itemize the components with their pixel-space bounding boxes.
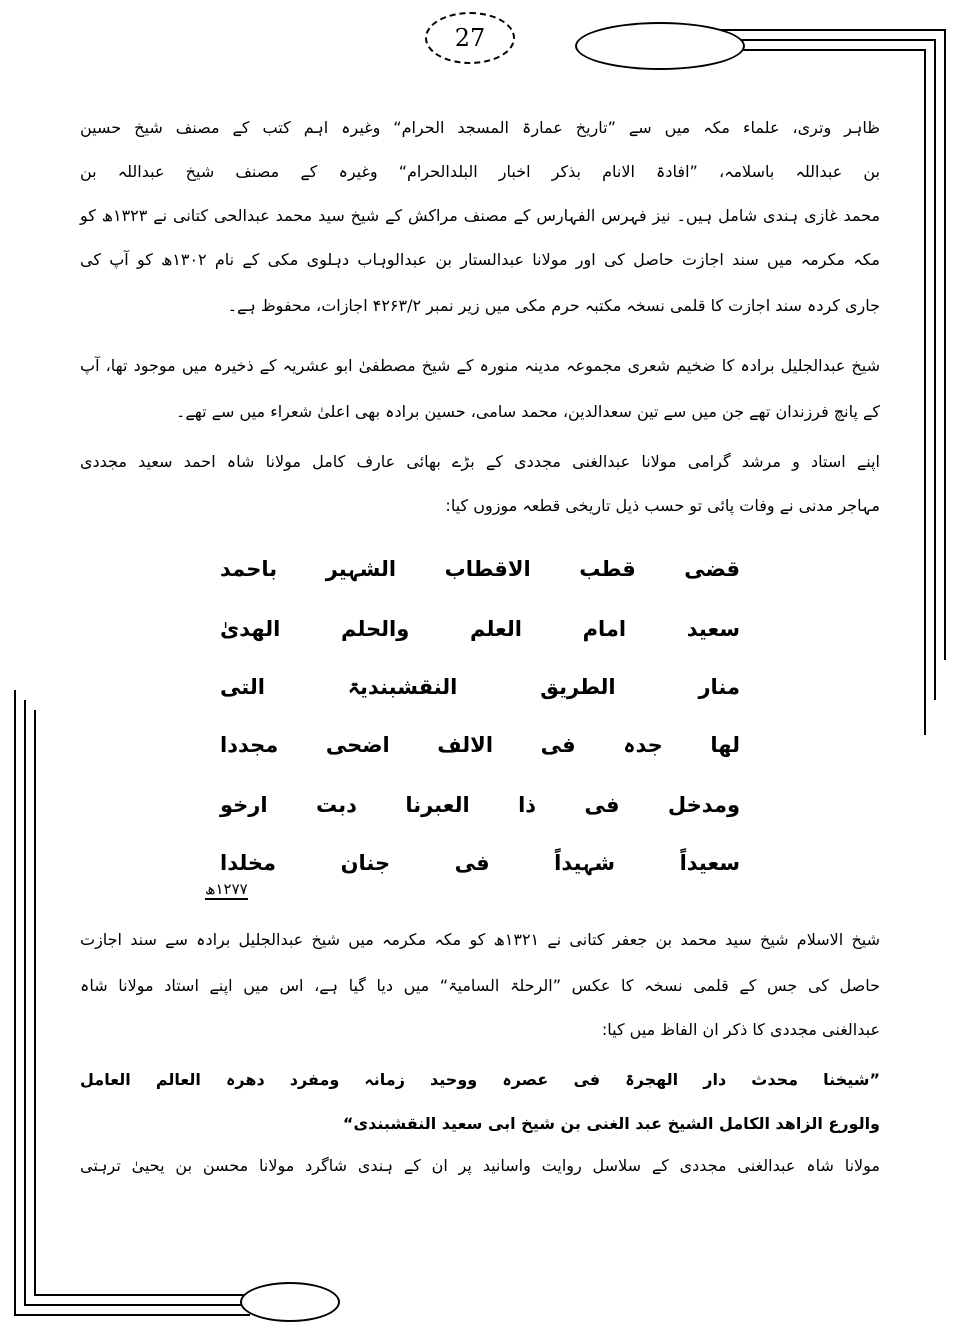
- text-line: عبدالغنی مجددی کا ذکر ان الفاظ میں کیا:: [601, 1020, 880, 1039]
- text-line: محمد غازی ہندی شامل ہیں۔ نیز فہرس الفہارس کے مصنف مراکش کے شیخ سید محمد عبدالحی کتانی نے ۱۳۲۳ھ کو: [80, 206, 881, 225]
- poem-verse: لھا جدہ فی الالف اضحی مجددا: [220, 733, 740, 757]
- poem-verse: منار الطریق النقشبندیۃ التی: [220, 675, 740, 699]
- text-line: مکہ مکرمہ میں سند اجازت حاصل کی اور مولانا عبدالستار بن عبدالوہاب دہلوی مکی کے نام ۱۳۰۲ھ کو آپ کی: [80, 250, 881, 269]
- page-number: 27: [425, 12, 515, 64]
- top-ornament-oval: [575, 22, 745, 70]
- poem-verse: قضی قطب الاقطاب الشہیر باحمد: [220, 557, 740, 581]
- text-line: اپنے استاد و مرشد گرامی مولانا عبدالغنی مجددی کے بڑے بھائی عارف کامل مولانا شاہ احمد سعید مجددی: [80, 452, 880, 471]
- poem-date: ۱۲۷۷ھ: [205, 880, 248, 898]
- arabic-quote-line: والورع الزاھد الکامل الشیخ عبد الغنی بن شیخ ابی سعید النقشبندی“: [342, 1114, 880, 1133]
- poem-verse: ومدخل فی ذا العبرنا دبت ارخو: [220, 793, 740, 817]
- text-line: ظاہر وتری، علماء مکہ میں سے ”تاریخ عمارۃ المسجد الحرام“ وغیرہ اہم کتب کے مصنف شیخ حسین: [80, 118, 880, 137]
- text-line: کے پانچ فرزندان تھے جن میں سے تین سعدالدین، محمد سامی، حسین برادہ بھی اعلیٰ شعراء میں سے تھے۔: [176, 402, 880, 421]
- arabic-quote-line: ”شیخنا محدث دار الھجرۃ فی عصرہ ووحید زمانہ ومفرد دھرہ العالم العامل: [80, 1070, 880, 1089]
- bottom-ornament-oval: [240, 1282, 340, 1322]
- poem-verse: سعیداً شہیداً فی جنان مخلدا: [220, 851, 740, 875]
- text-line: جاری کردہ سند اجازت کا قلمی نسخہ مکتبہ حرم مکی میں زیر نمبر ۴۲۶۳/۲ اجازات، محفوظ ہے۔: [227, 296, 880, 315]
- text-line: مولانا شاہ عبدالغنی مجددی کے سلاسل روایت واسانید پر ان کے ہندی شاگرد مولانا محسن بن یحییٰ ترہتی: [80, 1156, 880, 1175]
- text-line: مہاجر مدنی نے وفات پائی تو حسب ذیل تاریخی قطعہ موزوں کیا:: [445, 496, 880, 515]
- text-line: بن عبداللہ باسلامہ، ”افادۃ الانام بذکر اخبار البلدالحرام“ وغیرہ کے مصنف شیخ عبداللہ بن: [80, 162, 880, 181]
- text-line: شیخ عبدالجلیل برادہ کا ضخیم شعری مجموعہ مدینہ منورہ کے شیخ مصطفیٰ ابو عشریہ کے ذخیرہ میں موجود تھا، آپ: [80, 356, 880, 375]
- text-line: شیخ الاسلام شیخ سید محمد بن جعفر کتانی نے ۱۳۲۱ھ کو مکہ مکرمہ میں شیخ عبدالجلیل برادہ سے سند اجازت: [80, 930, 881, 949]
- poem-verse: سعید امام العلم والحلم الھدیٰ: [220, 617, 740, 641]
- text-line: حاصل کی جس کے قلمی نسخہ کا عکس ”الرحلۃ السامیۃ“ میں دیا گیا ہے، اس میں اپنے استاد مولانا شاہ: [80, 976, 880, 995]
